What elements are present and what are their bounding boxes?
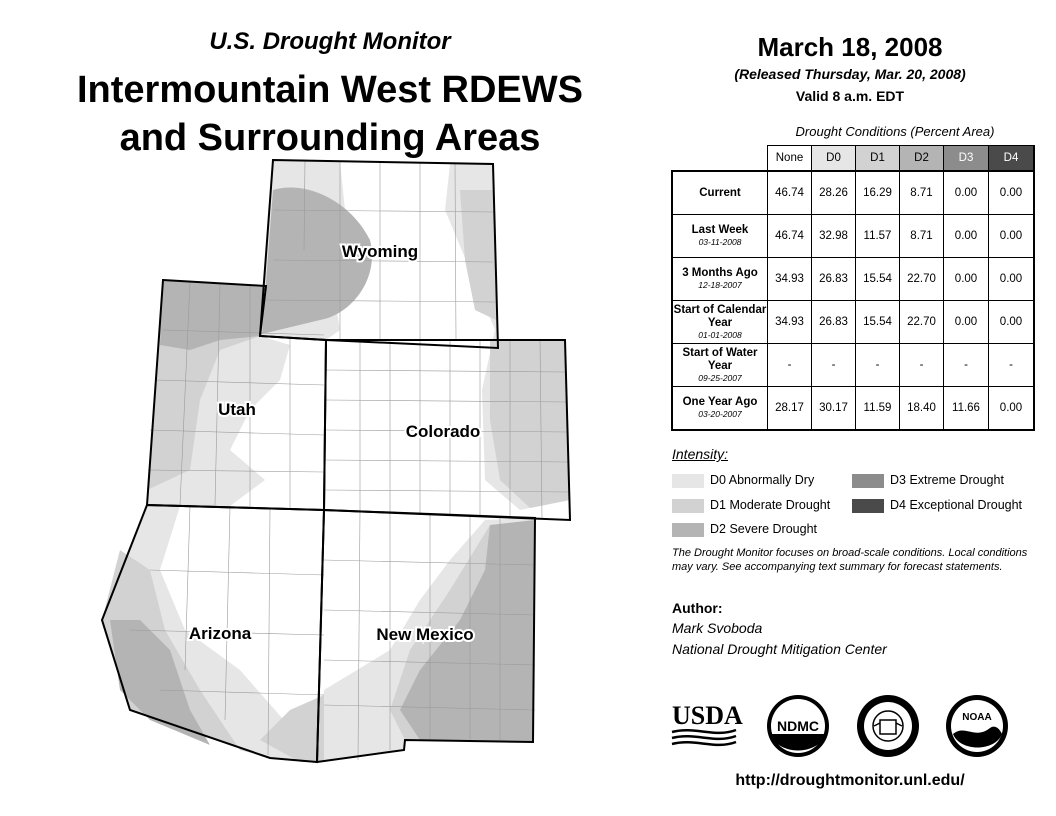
row-date: 12-18-2007 (698, 280, 742, 290)
release-date: (Released Thursday, Mar. 20, 2008) (734, 66, 966, 82)
legend-item-d4: D4 Exceptional Drought (852, 497, 1022, 513)
cell: 26.83 (812, 301, 856, 344)
row-date: 01-01-2008 (698, 329, 742, 340)
cell: - (944, 344, 989, 387)
svg-text:NOAA: NOAA (962, 712, 992, 723)
cell: 15.54 (856, 258, 900, 301)
table-row (672, 301, 1034, 344)
cell: 0.00 (989, 258, 1035, 301)
cell: 34.93 (768, 258, 812, 301)
legend-swatch (672, 474, 704, 488)
row-label: Start of Calendar Year 01-01-2008 (672, 301, 768, 344)
drought-conditions-table (671, 145, 1035, 431)
row-label: One Year Ago 03-20-2007 (672, 387, 768, 431)
cell: 0.00 (989, 171, 1035, 215)
svg-text:NDMC: NDMC (777, 718, 819, 734)
ndmc-logo-icon (767, 695, 829, 757)
cell: 11.57 (856, 215, 900, 258)
header-none: None (768, 146, 812, 172)
cell: 18.40 (900, 387, 944, 431)
legend-swatch (672, 499, 704, 513)
cell: 0.00 (944, 301, 989, 344)
utah-label: Utah (218, 400, 256, 419)
row-label: Last Week 03-11-2008 (672, 215, 768, 258)
row-label: Current (672, 171, 768, 215)
table-row (672, 215, 1034, 258)
table-corner (672, 146, 768, 172)
usda-logo-icon (672, 701, 743, 745)
cell: 0.00 (944, 215, 989, 258)
author-name: Mark Svoboda (672, 620, 763, 636)
legend-item-d1: D1 Moderate Drought (672, 497, 830, 513)
row-label: 3 Months Ago 12-18-2007 (672, 258, 768, 301)
cell: 15.54 (856, 301, 900, 344)
cell: 0.00 (944, 171, 989, 215)
cell: 34.93 (768, 301, 812, 344)
colorado-label: Colorado (405, 422, 481, 441)
cell: 28.17 (768, 387, 812, 431)
cell: 22.70 (900, 301, 944, 344)
legend-item-d0: D0 Abnormally Dry (672, 472, 814, 488)
cell: 22.70 (900, 258, 944, 301)
cell: 0.00 (989, 215, 1035, 258)
cell: 46.74 (768, 215, 812, 258)
header-d2: D2 (900, 146, 944, 172)
map-title-line1: Intermountain West RDEWS (77, 69, 583, 111)
svg-text:USDA: USDA (672, 701, 743, 730)
website-url: http://droughtmonitor.unl.edu/ (735, 772, 965, 789)
legend-swatch (852, 499, 884, 513)
cell: 30.17 (812, 387, 856, 431)
table-row (672, 344, 1034, 387)
map-date: March 18, 2008 (757, 32, 943, 62)
map-title-line2: and Surrounding Areas (119, 117, 541, 159)
new-mexico-label: New Mexico (376, 625, 474, 644)
cell: - (856, 344, 900, 387)
author-heading: Author: (672, 600, 723, 616)
arizona-label: Arizona (188, 624, 252, 643)
cell: 11.59 (856, 387, 900, 431)
cell: 8.71 (900, 171, 944, 215)
header-d1: D1 (856, 146, 900, 172)
legend-item-d3: D3 Extreme Drought (852, 472, 1004, 488)
agency-logos (670, 690, 1020, 762)
cell: - (989, 344, 1035, 387)
noaa-logo-icon (946, 695, 1008, 757)
author-organization: National Drought Mitigation Center (672, 641, 887, 657)
cell: 16.29 (856, 171, 900, 215)
legend-swatch (852, 474, 884, 488)
cell: 26.83 (812, 258, 856, 301)
cell: 8.71 (900, 215, 944, 258)
cell: 32.98 (812, 215, 856, 258)
drought-map (90, 150, 580, 770)
cell: - (812, 344, 856, 387)
cell: 11.66 (944, 387, 989, 431)
cell: 0.00 (989, 387, 1035, 431)
header-d0: D0 (812, 146, 856, 172)
row-label: Start of Water Year 09-25-2007 (672, 344, 768, 387)
commerce-seal-icon (857, 695, 919, 757)
table-row (672, 171, 1034, 215)
table-row (672, 258, 1034, 301)
legend-swatch (672, 523, 704, 537)
row-date: 03-11-2008 (698, 237, 742, 247)
table-caption: Drought Conditions (Percent Area) (795, 124, 995, 139)
legend-title: Intensity: (672, 446, 729, 462)
cell: - (768, 344, 812, 387)
cell: 28.26 (812, 171, 856, 215)
cell: - (900, 344, 944, 387)
map-subtitle: U.S. Drought Monitor (209, 28, 451, 55)
cell: 0.00 (944, 258, 989, 301)
cell: 46.74 (768, 171, 812, 215)
row-date: 09-25-2007 (698, 372, 742, 383)
valid-time: Valid 8 a.m. EDT (795, 88, 905, 104)
disclaimer-note: The Drought Monitor focuses on broad-scale conditions. Local conditions may vary. See accompanying text summary for forecast statements. (672, 547, 1028, 573)
header-d3: D3 (944, 146, 989, 172)
cell: 0.00 (989, 301, 1035, 344)
wyoming-label: Wyoming (341, 242, 419, 261)
header-d4: D4 (989, 146, 1035, 172)
legend-item-d2: D2 Severe Drought (672, 521, 817, 537)
row-date: 03-20-2007 (698, 409, 742, 419)
table-header-row (672, 146, 1034, 172)
table-row (672, 387, 1034, 431)
